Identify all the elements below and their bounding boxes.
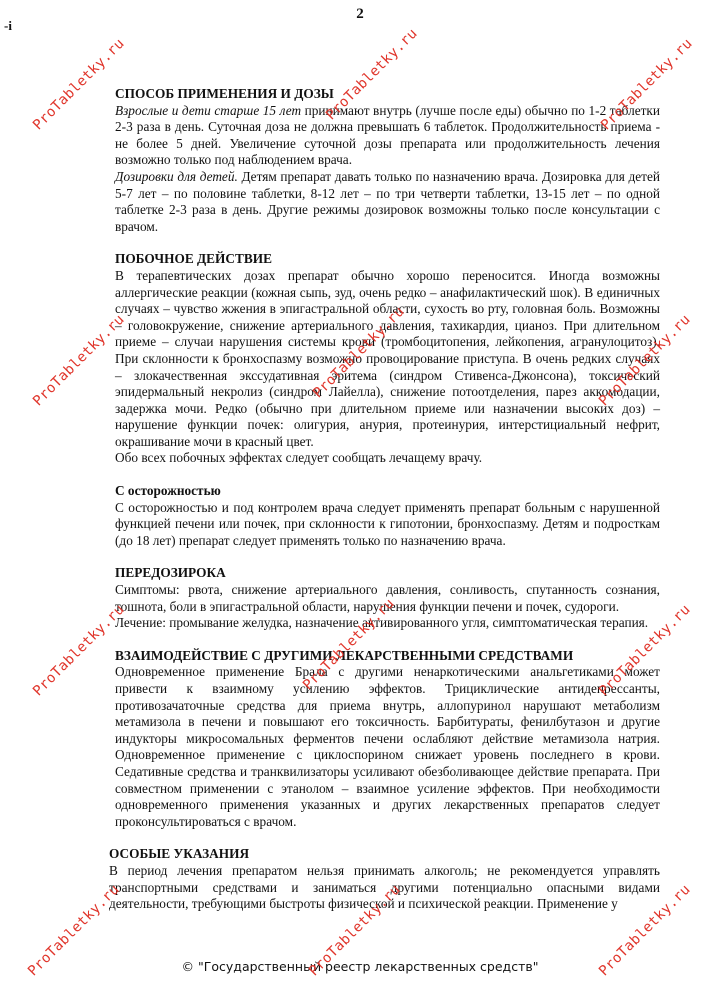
dosage-children-italic: Дозировки для детей. (115, 168, 238, 184)
watermark: ProTabletky.ru (598, 35, 696, 134)
watermark: ProTabletky.ru (310, 303, 408, 402)
watermark: ProTabletky.ru (596, 311, 694, 410)
dosage-children-text: Детям препарат давать только по назначению врача. Дозировка для детей 5-7 лет – по половине таблетки, 8-12 лет – по три четверти таблетки, 13-15 лет – по одной таблетке 2-3 раза в день. Другие режимы дозировок возможны только после консультации с врачом. (115, 168, 660, 234)
caution-heading: С осторожностью (115, 483, 221, 499)
dosage-adults-text: принимают внутрь (лучше после еды) обычно по 1-2 таблетки 2-3 раза в день. Суточная доза не должна превышать 6 таблеток. Продолжительность приема - не более 5 дней. Увеличение суточной дозы препарата или продолжительность лечения возможно только под наблюдением врача. (115, 102, 660, 168)
dosage-adults-paragraph (115, 103, 660, 169)
watermark: ProTabletky.ru (30, 601, 128, 700)
special-text: В период лечения препаратом нельзя принимать алкоголь; не рекомендуется управлять транспортными средствами и заниматься другими потенциально опасными видами деятельности, требующими быстроты физической и психической реакции. Применение у (109, 862, 660, 912)
watermark: ProTabletky.ru (596, 601, 694, 700)
interactions-heading: ВЗАИМОДЕЙСТВИЕ С ДРУГИМИ ЛЕКАРСТВЕННЫМИ СРЕДСТВАМИ (115, 647, 574, 663)
document-body (109, 86, 660, 913)
watermark: ProTabletky.ru (25, 881, 123, 980)
special-heading: ОСОБЫЕ УКАЗАНИЯ (109, 846, 250, 862)
corner-mark: -i (4, 18, 12, 33)
overdose-symptoms: Симптомы: рвота, снижение артериального давления, сонливость, спутанность сознания, тошнота, боли в эпигастральной области, нарушения функции печени и почек, судороги. (115, 582, 660, 614)
overdose-heading: ПЕРЕДОЗИРОКА (115, 565, 226, 581)
watermark: ProTabletky.ru (323, 25, 421, 124)
watermark: ProTabletky.ru (30, 35, 128, 134)
watermark: ProTabletky.ru (300, 595, 398, 694)
dosage-heading: СПОСОБ ПРИМЕНЕНИЯ И ДОЗЫ (115, 86, 334, 101)
side-effects-text: В терапевтических дозах препарат обычно хорошо переносится. Иногда возможны аллергические реакции (кожная сыпь, зуд, очень редко – анафилактический шок). В единичных случаях – чувство жжения в эпигастральной области, сухость во рту, головная боль. Возможны – головокружение, снижение артериального давления, тахикардия, цианоз. При длительном приеме – случаи нарушения системы крови (тромбоцитопения, лейкопения, агранулоцитоз). При склонности к бронхоспазму возможно провоцирование приступа. В очень редких случаях – злокачественная экссудативная эритема (синдром Стивенса-Джонсона), токсический эпидермальный некролиз (синдром Лайелла), снижение потоотделения, парез аккомодации, задержка мочи. Редко (обычно при длительном приеме или назначении высоких доз) – нарушение функции почек: олигурия, анурия, протеинурия, интерстициальный нефрит, окрашивание мочи в красный цвет. (115, 267, 660, 449)
side-effects-note: Обо всех побочных эффектах следует сообщать лечащему врачу. (115, 450, 483, 466)
side-effects-heading: ПОБОЧНОЕ ДЕЙСТВИЕ (115, 251, 272, 267)
interactions-text: Одновременное применение Брала с другими ненаркотическими анальгетиками может привести к взаимному усилению эффектов. Трициклические антидепрессанты, противозачаточные средства для приема внутрь, аллопуринол нарушают метаболизм метамизола в печени и повышают его токсичность. Барбитураты, фенилбутазон и другие индукторы микросомальных ферментов печени ослабляют действие метамизола натрия. Одновременное применение с циклоспорином снижает уровень последнего в крови. Седативные средства и транквилизаторы усиливают обезболивающее действие препарата. При совместном применении с этанолом – взаимное усиление эффектов. При необходимости одновременного применения указанных и других лекарственных препаратов следует проконсультироваться с врачом. (115, 664, 660, 829)
page-number: 2 (356, 6, 364, 22)
watermark: ProTabletky.ru (30, 311, 128, 410)
dosage-adults-italic: Взрослые и дети старше 15 лет (115, 102, 302, 118)
watermark: ProTabletky.ru (596, 881, 694, 980)
watermark: ProTabletky.ru (306, 881, 404, 980)
caution-text: С осторожностью и под контролем врача следует применять препарат больным с нарушенной функцией печени или почек, при склонности к гипотонии, бронхоспазму. Детям и подросткам (до 18 лет) препарат следует применять только по назначению врача. (115, 499, 660, 548)
overdose-treatment: Лечение: промывание желудка, назначение активированного угля, симптоматическая терапия. (115, 615, 649, 631)
dosage-children-paragraph (115, 169, 660, 235)
footer-copyright: © "Государственный реестр лекарственных средств" (181, 959, 539, 974)
